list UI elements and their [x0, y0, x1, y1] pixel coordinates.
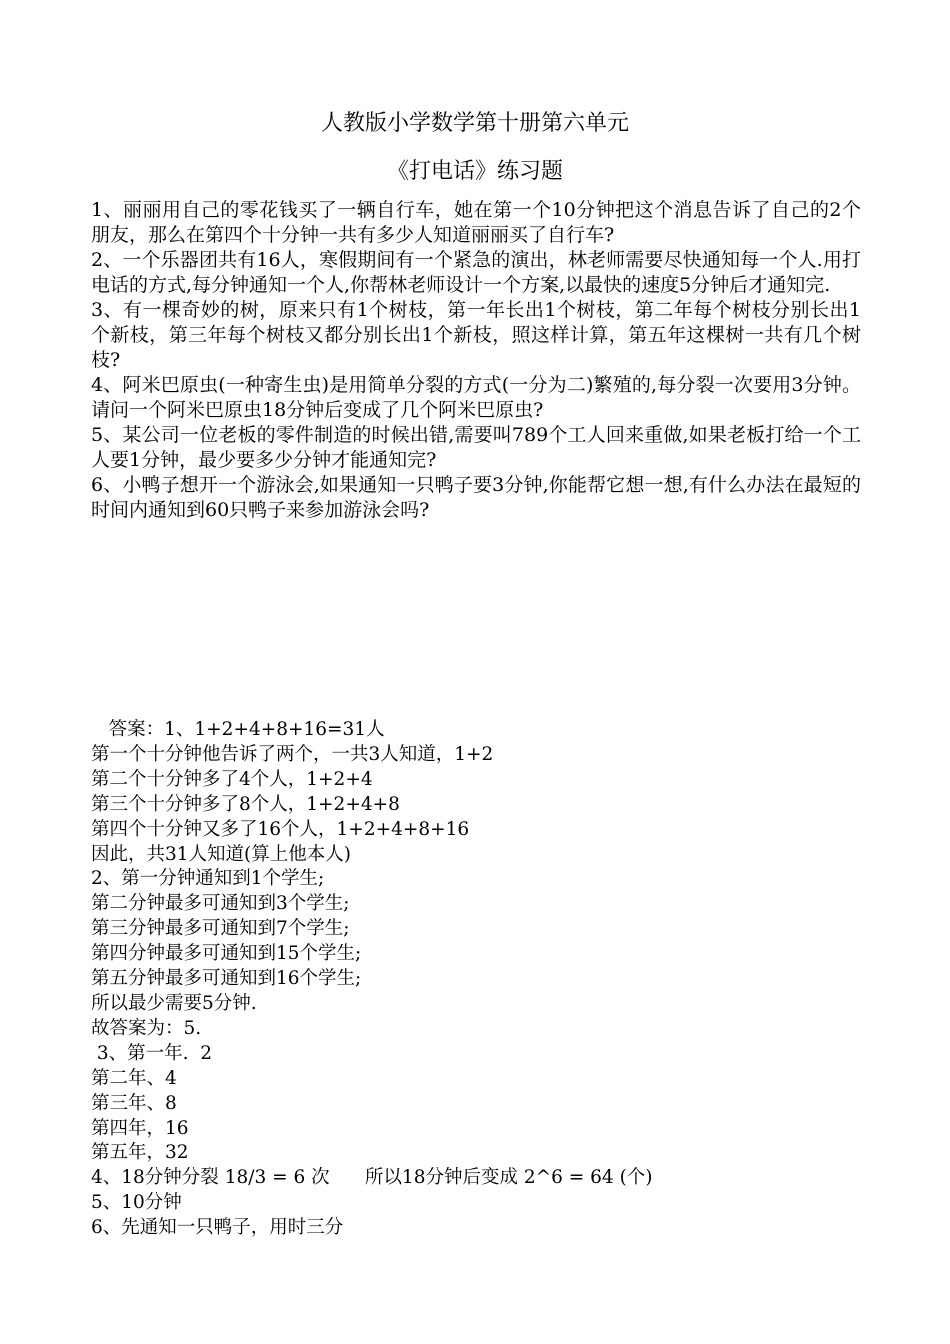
document-subtitle: 《打电话》练习题 — [386, 159, 563, 184]
answer-line: 第三分钟最多可通知到7个学生; — [91, 918, 350, 940]
answer-line: 第三个十分钟多了8个人，1+2+4+8 — [91, 793, 400, 815]
answer-line: 2、第一分钟通知到1个学生; — [91, 868, 325, 890]
question-6: 6、小鸭子想开一个游泳会,如果通知一只鸭子要3分钟,你能帮它想一想,有什么办法在最短的时间内通知到60只鸭子来参加游泳会吗? — [91, 474, 861, 521]
answer-line: 第四个十分钟又多了16个人，1+2+4+8+16 — [91, 818, 470, 840]
answer-line: 答案：1、1+2+4+8+16=31人 — [91, 719, 385, 740]
answer-line: 4、18分钟分裂 18/3 = 6 次 所以18分钟后变成 2^6 = 64 (个) — [91, 1167, 653, 1189]
document-title: 人教版小学数学第十册第六单元 — [320, 111, 629, 136]
answer-line: 6、先通知一只鸭子，用时三分 — [91, 1217, 344, 1239]
answers-section — [91, 718, 871, 1241]
question-4: 4、阿米巴原虫(一种寄生虫)是用简单分裂的方式(一分为二)繁殖的,每分裂一次要用3分钟。请问一个阿米巴原虫18分钟后变成了几个阿米巴原虫? — [91, 374, 861, 421]
answer-line: 第二年、4 — [91, 1067, 177, 1089]
questions-section — [91, 198, 861, 523]
answer-line: 第三年、8 — [91, 1092, 177, 1114]
question-2: 2、一个乐器团共有16人，寒假期间有一个紧急的演出，林老师需要尽快通知每一个人.用打电话的方式,每分钟通知一个人,你帮林老师设计一个方案,以最快的速度5分钟后才通知完. — [91, 249, 861, 296]
answer-line: 5、10分钟 — [91, 1192, 182, 1214]
question-5: 5、某公司一位老板的零件制造的时候出错,需要叫789个工人回来重做,如果老板打给一个工人要1分钟，最少要多少分钟才能通知完? — [91, 424, 861, 471]
question-1: 1、丽丽用自己的零花钱买了一辆自行车，她在第一个10分钟把这个消息告诉了自己的2个朋友，那么在第四个十分钟一共有多少人知道丽丽买了自行车? — [91, 199, 861, 246]
answer-line: 第五分钟最多可通知到16个学生; — [91, 968, 362, 990]
answer-line: 故答案为：5. — [91, 1017, 202, 1039]
answer-line: 第四年，16 — [91, 1117, 189, 1139]
answer-line: 第二个十分钟多了4个人，1+2+4 — [91, 768, 373, 790]
answer-line: 第二分钟最多可通知到3个学生; — [91, 893, 350, 915]
answer-line: 3、第一年. 2 — [91, 1042, 213, 1064]
answer-line: 第一个十分钟他告诉了两个，一共3人知道，1+2 — [91, 743, 494, 765]
answer-line: 第五年，32 — [91, 1142, 189, 1164]
answer-line: 因此，共31人知道(算上他本人) — [91, 843, 351, 865]
answer-line: 所以最少需要5分钟. — [91, 992, 257, 1014]
question-3: 3、有一棵奇妙的树，原来只有1个树枝，第一年长出1个树枝，第二年每个树枝分别长出1个新枝，第三年每个树枝又都分别长出1个新枝，照这样计算，第五年这棵树一共有几个树枝? — [91, 299, 861, 371]
answer-line: 第四分钟最多可通知到15个学生; — [91, 943, 362, 965]
